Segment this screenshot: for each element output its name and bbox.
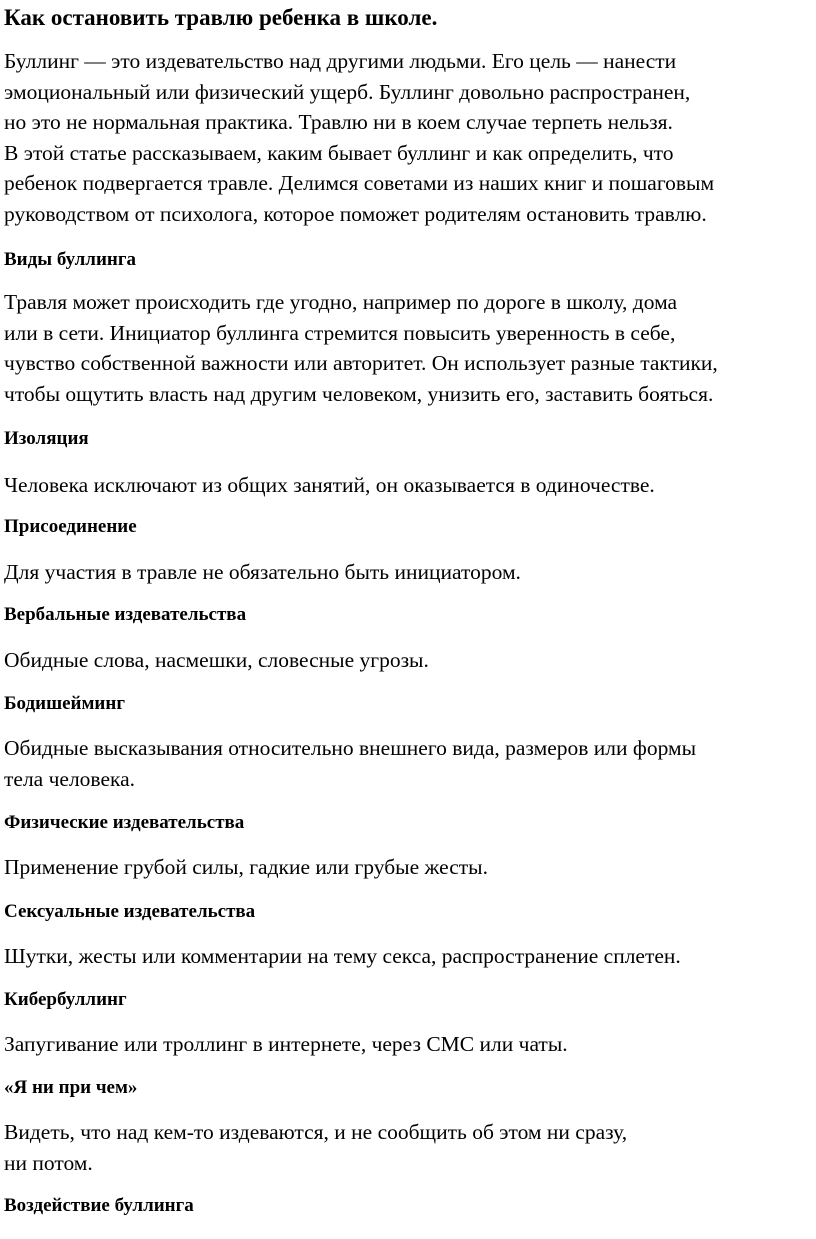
section-heading-physical: Физические издевательства (4, 812, 245, 833)
section-text-joining (4, 557, 521, 588)
text-line: Буллинг — это издевательство над другими людьми. Его цель — нанести (4, 49, 677, 73)
section-heading-verbal: Вербальные издевательства (4, 604, 247, 625)
section-heading-impact: Воздействие буллинга (4, 1195, 194, 1216)
section-heading-joining: Присоединение (4, 516, 137, 537)
text-line: эмоциональный или физический ущерб. Буллинг довольно распространен, (4, 79, 691, 104)
section-heading-types: Виды буллинга (4, 249, 136, 270)
section-text-verbal (4, 645, 429, 676)
section-heading-bystander: «Я ни при чем» (4, 1077, 138, 1098)
section-heading-cyber: Кибербуллинг (4, 989, 127, 1010)
text-line: Человека исключают из общих занятий, он оказывается в одиночестве. (4, 473, 655, 497)
text-line: Видеть, что над кем-то издеваются, и не сообщить об этом ни сразу, (4, 1120, 628, 1144)
section-text-bystander (4, 1117, 627, 1178)
text-line: Применение грубой силы, гадкие или грубые жесты. (4, 855, 488, 879)
text-line: Травля может происходить где угодно, например по дороге в школу, дома (4, 290, 678, 314)
text-line: Для участия в травле не обязательно быть инициатором. (4, 560, 521, 584)
text-line: В этой статье рассказываем, каким бывает буллинг и как определить, что (4, 140, 674, 165)
text-line: Обидные высказывания относительно внешнего вида, размеров или формы (4, 736, 697, 760)
section-heading-isolation: Изоляция (4, 428, 89, 449)
text-line: чувство собственной важности или авторитет. Он использует разные тактики, (4, 351, 718, 375)
text-line: или в сети. Инициатор буллинга стремится повысить уверенность в себе, (4, 320, 676, 345)
text-line: ни потом. (4, 1150, 93, 1175)
intro-paragraph (4, 46, 714, 229)
section-text-cyber (4, 1029, 568, 1060)
section-heading-sexual: Сексуальные издевательства (4, 901, 256, 922)
text-line: но это не нормальная практика. Травлю ни в коем случае терпеть нельзя. (4, 110, 673, 134)
section-heading-bodyshaming: Бодишейминг (4, 693, 125, 714)
page-title: Как остановить травлю ребенка в школе. (4, 5, 438, 30)
text-line: чтобы ощутить власть над другим человеком, унизить его, заставить бояться. (4, 381, 714, 406)
text-line: Обидные слова, насмешки, словесные угрозы. (4, 648, 429, 672)
section-text-isolation (4, 470, 655, 501)
text-line: Шутки, жесты или комментарии на тему секса, распространение сплетен. (4, 944, 681, 968)
section-text-bodyshaming (4, 733, 696, 794)
text-line: ребенок подвергается травле. Делимся советами из наших книг и пошаговым (4, 171, 715, 195)
text-line: Запугивание или троллинг в интернете, через СМС или чаты. (4, 1032, 568, 1056)
text-line: тела человека. (4, 766, 136, 791)
section-text-physical (4, 852, 488, 883)
text-line: руководством от психолога, которое поможет родителям остановить травлю. (4, 201, 707, 226)
section-text-types (4, 287, 718, 409)
section-text-sexual (4, 941, 681, 972)
